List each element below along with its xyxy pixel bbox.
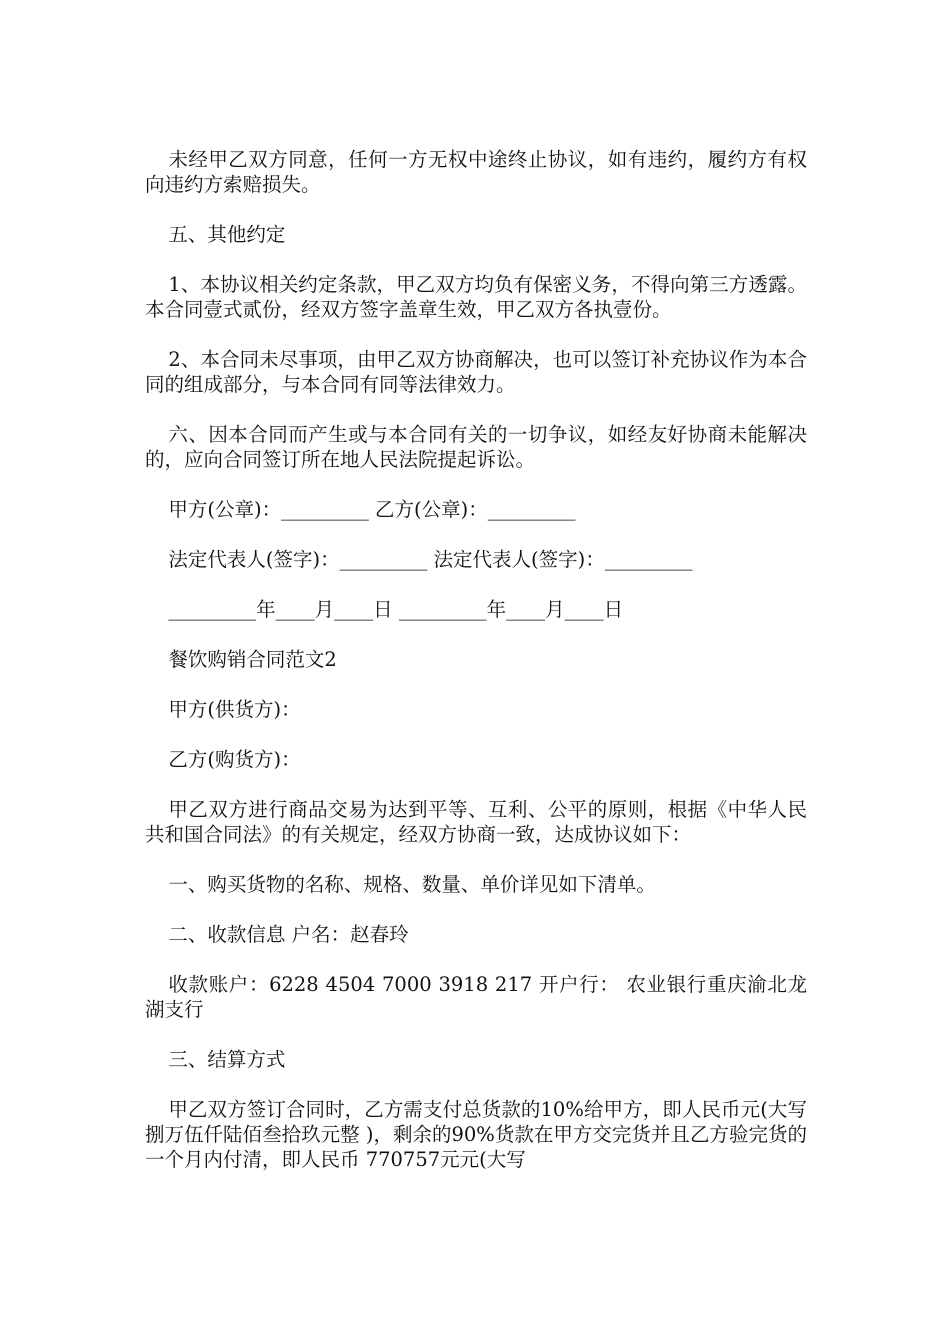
party-a-supplier: 甲方(供货方)： <box>168 698 301 721</box>
paragraph-settlement: 甲乙双方签订合同时，乙方需支付总货款的10%给甲方，即人民币元(大写 捌万伍仟陆佰叁拾玖元整 )，剩余的90%货款在甲方交完货并且乙方验完货的一个月内付清，即人民币 770757元元(大写 <box>145 1098 814 1171</box>
party-b-buyer: 乙方(购货方)： <box>168 748 301 771</box>
signature-date-line: _________年____月____日 _________年____月____日 <box>168 598 624 621</box>
clause-payee-info: 二、收款信息 户名：赵春玲 <box>168 923 409 946</box>
heading-settlement: 三、结算方式 <box>168 1048 286 1071</box>
section-title-sample-2: 餐饮购销合同范文2 <box>168 648 337 671</box>
signature-representative-line: 法定代表人(签字)：_________ 法定代表人(签字)：_________ <box>168 548 693 571</box>
paragraph-disputes: 六、因本合同而产生或与本合同有关的一切争议，如经友好协商未能解决的，应向合同签订所在地人民法院提起诉讼。 <box>145 423 807 471</box>
paragraph-supplement: 2、本合同未尽事项，由甲乙双方协商解决，也可以签订补充协议作为本合同的组成部分，与本合同有同等法律效力。 <box>145 348 807 396</box>
document-page <box>145 147 814 1172</box>
paragraph-termination: 未经甲乙双方同意，任何一方无权中途终止协议，如有违约，履约方有权向违约方索赔损失。 <box>145 148 807 196</box>
clause-goods-list: 一、购买货物的名称、规格、数量、单价详见如下清单。 <box>168 873 656 896</box>
clause-bank-account: 收款账户：6228 4504 7000 3918 217 开户行： 农业银行重庆渝北龙湖支行 <box>145 973 807 1021</box>
signature-seal-line: 甲方(公章)：_________ 乙方(公章)：_________ <box>168 498 576 521</box>
heading-other-terms: 五、其他约定 <box>168 223 286 246</box>
paragraph-preamble: 甲乙双方进行商品交易为达到平等、互利、公平的原则，根据《中华人民共和国合同法》的有关规定，经双方协商一致，达成协议如下： <box>145 798 807 846</box>
paragraph-confidentiality: 1、本协议相关约定条款，甲乙双方均负有保密义务，不得向第三方透露。本合同壹式贰份，经双方签字盖章生效，甲乙双方各执壹份。 <box>145 273 807 321</box>
